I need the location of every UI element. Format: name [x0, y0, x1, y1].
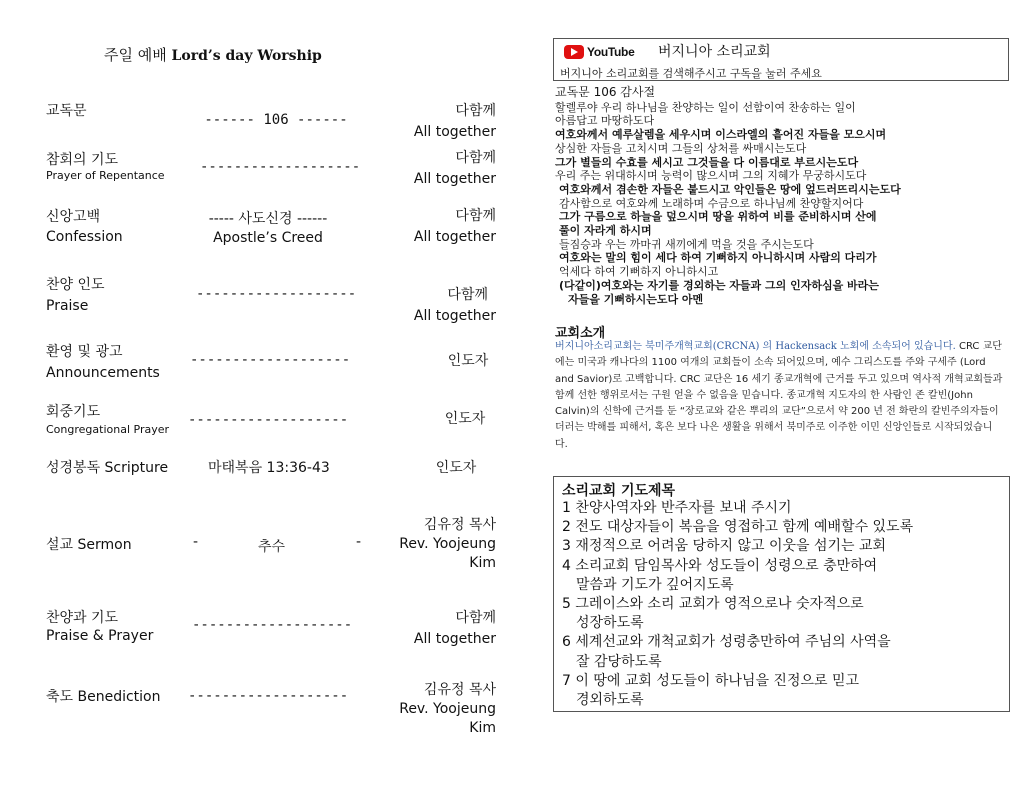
- order-middle-sermon: 추수: [258, 539, 286, 555]
- intro-text-affiliation: 버지니아소리교회는 북미주개혁교회(CRCNA) 의 Hackensack 노회에 소속되어 있습니다.: [555, 341, 956, 352]
- order-label-praise: [46, 276, 105, 315]
- title-korean: 주일 예배: [104, 46, 167, 64]
- leader-text-en: All together: [413, 229, 496, 245]
- leader-text: 다함께: [455, 150, 496, 166]
- order-middle-repentance: -------------------: [200, 159, 361, 175]
- order-middle-responsive-reading: ------ 106 ------: [204, 112, 348, 128]
- psalm-heading: 교독문 106 감사절: [555, 85, 656, 99]
- order-right-praise-prayer: [390, 609, 496, 649]
- youtube-play-icon: [564, 45, 584, 59]
- creed-line: ----- 사도신경 ------: [208, 211, 328, 227]
- label-en: Congregational Prayer: [46, 423, 170, 436]
- prayer-item: 5 그레이스와 소리 교회가 영적으로나 숫자적으로: [562, 596, 864, 613]
- order-right-praise: [390, 286, 496, 326]
- order-label-congregational-prayer: [46, 403, 169, 437]
- order-middle-confession: [178, 208, 358, 246]
- channel-name: 버지니아 소리교회: [658, 44, 771, 60]
- prayer-item-continued: 잘 감당하도록: [576, 653, 662, 670]
- psalm-line: 자들을 기뻐하시는도다 아멘: [568, 292, 704, 306]
- label-ko: 참회의 기도: [46, 152, 119, 168]
- psalm-line: 우리 주는 위대하시며 능력이 많으시며 그의 지혜가 무궁하시도다: [555, 169, 867, 183]
- youtube-logo: [564, 45, 634, 59]
- order-right-repentance: [390, 149, 496, 189]
- leader-text: 김유정 목사: [423, 682, 496, 698]
- psalm-line: 여호와께서 예루살렘을 세우시며 이스라엘의 흩어진 자들을 모으시며: [555, 128, 887, 142]
- leader-text: 다함께: [447, 287, 488, 303]
- prayer-item-continued: 성장하도록: [576, 615, 644, 632]
- psalm-line: 억세다 하여 기뻐하지 아니하시고: [559, 265, 719, 279]
- psalm-line: (다같이)여호와는 자기를 경외하는 자들과 그의 인자하심을 바라는: [559, 278, 879, 292]
- leader-text-en-2: Kim: [469, 720, 496, 736]
- label-en: Praise: [46, 298, 89, 314]
- prayer-item-continued: 경외하도록: [576, 692, 644, 709]
- psalm-line: 풀이 자라게 하시며: [559, 224, 652, 238]
- title-english: Lord’s day Worship: [171, 48, 322, 64]
- youtube-banner[interactable]: [553, 38, 1009, 81]
- intro-title: 교회소개: [555, 326, 606, 341]
- psalm-line: 여호와는 말의 힘이 세다 하여 기뻐하지 아니하시며 사람의 다리가: [559, 251, 877, 265]
- leader-text-en: All together: [413, 124, 496, 140]
- intro-text-body: CRC 교단에는 미국과 캐나다의 1100 여개의 교회들이 소속 되어있으며, 예수 그리스도를 주와 구세주 (Lord and Savior)로 고백합니다. CRC 교단은 16 세기 종교개혁에 근거를 두고 있으며 역사적 개혁교회들과 함께 선한 행위로서는 구원 얻을 수 없음을 믿습니다. 종교개혁 지도자의 한 사람인 존 칼빈(John Calvin)의 신학에 근거를 둔 “장로교와 같은 뿌리의 교단”으로서 약 200 년 전 화란의 칼빈주의자들이 더러는 박해를 피해서, 혹은 보다 나은 생활을 위해서 북미주로 이주한 이민 신앙인들로 시작되었습니다.: [555, 341, 1003, 450]
- leader-text: 인도자: [435, 460, 477, 476]
- psalm-line: 그가 별들의 수효를 세시고 그것들을 다 이름대로 부르시는도다: [555, 155, 859, 169]
- youtube-wordmark: YouTube: [587, 45, 635, 59]
- order-right-congregational-prayer: [390, 410, 496, 429]
- leader-text-en: All together: [413, 171, 496, 187]
- order-label-confession: [46, 208, 123, 246]
- creed-en: Apostle’s Creed: [213, 230, 323, 246]
- leader-text: 김유정 목사: [423, 517, 496, 533]
- label-en: Praise & Prayer: [46, 628, 154, 644]
- prayer-item: 3 재정적으로 어려움 당하지 않고 이웃을 섬기는 교회: [562, 538, 887, 555]
- channel-subtitle: 버지니아 소리교회를 검색해주시고 구독을 눌러 주세요: [560, 67, 822, 80]
- order-middle-praise-prayer: -------------------: [192, 617, 353, 633]
- order-label-praise-prayer: [46, 609, 153, 645]
- label-en: Prayer of Repentance: [46, 169, 165, 182]
- label-ko: 환영 및 광고: [46, 344, 123, 360]
- order-label-responsive-reading: 교독문: [46, 103, 87, 119]
- label-ko: 신앙고백: [46, 209, 101, 225]
- label-en: Announcements: [46, 365, 160, 381]
- sermon-dash-left: -: [193, 534, 199, 550]
- psalm-line: 아름답고 마땅하도다: [555, 114, 655, 128]
- prayer-item: 7 이 땅에 교회 성도들이 하나님을 진정으로 믿고: [562, 672, 860, 689]
- order-middle-benediction: -------------------: [188, 688, 349, 704]
- leader-text: 인도자: [447, 353, 489, 369]
- prayer-item: 4 소리교회 담임목사와 성도들이 성령으로 충만하여: [562, 557, 878, 574]
- order-label-announcements: [46, 343, 160, 382]
- order-middle-congregational-prayer: -------------------: [188, 412, 349, 428]
- prayer-item-continued: 말씀과 기도가 깊어지도록: [576, 576, 734, 593]
- page-title: [104, 44, 322, 65]
- order-right-benediction: [380, 681, 496, 738]
- leader-text-en: All together: [413, 631, 496, 647]
- order-right-scripture: [390, 459, 496, 478]
- label-ko: 회중기도: [46, 404, 101, 420]
- label-ko: 찬양 인도: [46, 277, 105, 293]
- sermon-dash-right: -: [356, 534, 362, 550]
- prayer-requests-box: [553, 476, 1010, 712]
- prayer-title: 소리교회 기도제목: [562, 483, 676, 499]
- psalm-line: 그가 구름으로 하늘을 덮으시며 땅을 위하여 비를 준비하시며 산에: [559, 210, 877, 224]
- psalm-reading: [555, 86, 1005, 306]
- prayer-item: 2 전도 대상자들이 복음을 영접하고 함께 예배할수 있도록: [562, 519, 914, 536]
- leader-text: 다함께: [455, 103, 496, 119]
- order-middle-announcements: -------------------: [190, 352, 351, 368]
- label-ko: 찬양과 기도: [46, 610, 119, 626]
- prayer-item: 1 찬양사역자와 반주자를 보내 주시기: [562, 500, 792, 516]
- order-middle-scripture: 마태복음 13:36-43: [208, 460, 330, 476]
- order-right-responsive-reading: [390, 102, 496, 142]
- order-right-announcements: [390, 352, 496, 371]
- prayer-item: 6 세계선교와 개척교회가 성령충만하여 주님의 사역을: [562, 634, 891, 651]
- psalm-line: 할렐루야 우리 하나님을 찬양하는 일이 선함이여 찬송하는 일이: [555, 100, 856, 114]
- psalm-line: 상심한 자들을 고치시며 그들의 상처를 싸매시는도다: [555, 141, 807, 155]
- order-right-confession: [390, 207, 496, 247]
- order-label-sermon: 설교 Sermon: [46, 537, 132, 553]
- label-en: Confession: [46, 229, 123, 245]
- psalm-line: 여호와께서 겸손한 자들은 붙드시고 악인들은 땅에 엎드러뜨리시는도다: [559, 182, 901, 196]
- order-label-scripture: 성경봉독 Scripture: [46, 460, 169, 476]
- leader-text: 다함께: [455, 208, 496, 224]
- order-middle-praise: -------------------: [196, 286, 357, 302]
- order-right-sermon: [380, 516, 496, 573]
- psalm-line: 들짐승과 우는 까마귀 새끼에게 먹을 것을 주시는도다: [559, 237, 814, 251]
- order-label-repentance: [46, 151, 165, 183]
- leader-text-en: Rev. Yoojeung: [399, 701, 496, 717]
- leader-text: 다함께: [455, 610, 496, 626]
- order-label-benediction: 축도 Benediction: [46, 689, 161, 705]
- leader-text: 인도자: [444, 411, 486, 427]
- leader-text-en: All together: [413, 308, 496, 324]
- prayer-list: [562, 499, 1002, 710]
- psalm-line: 감사함으로 여호와께 노래하며 수금으로 하나님께 찬양할지어다: [559, 196, 864, 210]
- leader-text-en-2: Kim: [469, 555, 496, 571]
- intro-text: [555, 339, 1005, 453]
- leader-text-en: Rev. Yoojeung: [399, 536, 496, 552]
